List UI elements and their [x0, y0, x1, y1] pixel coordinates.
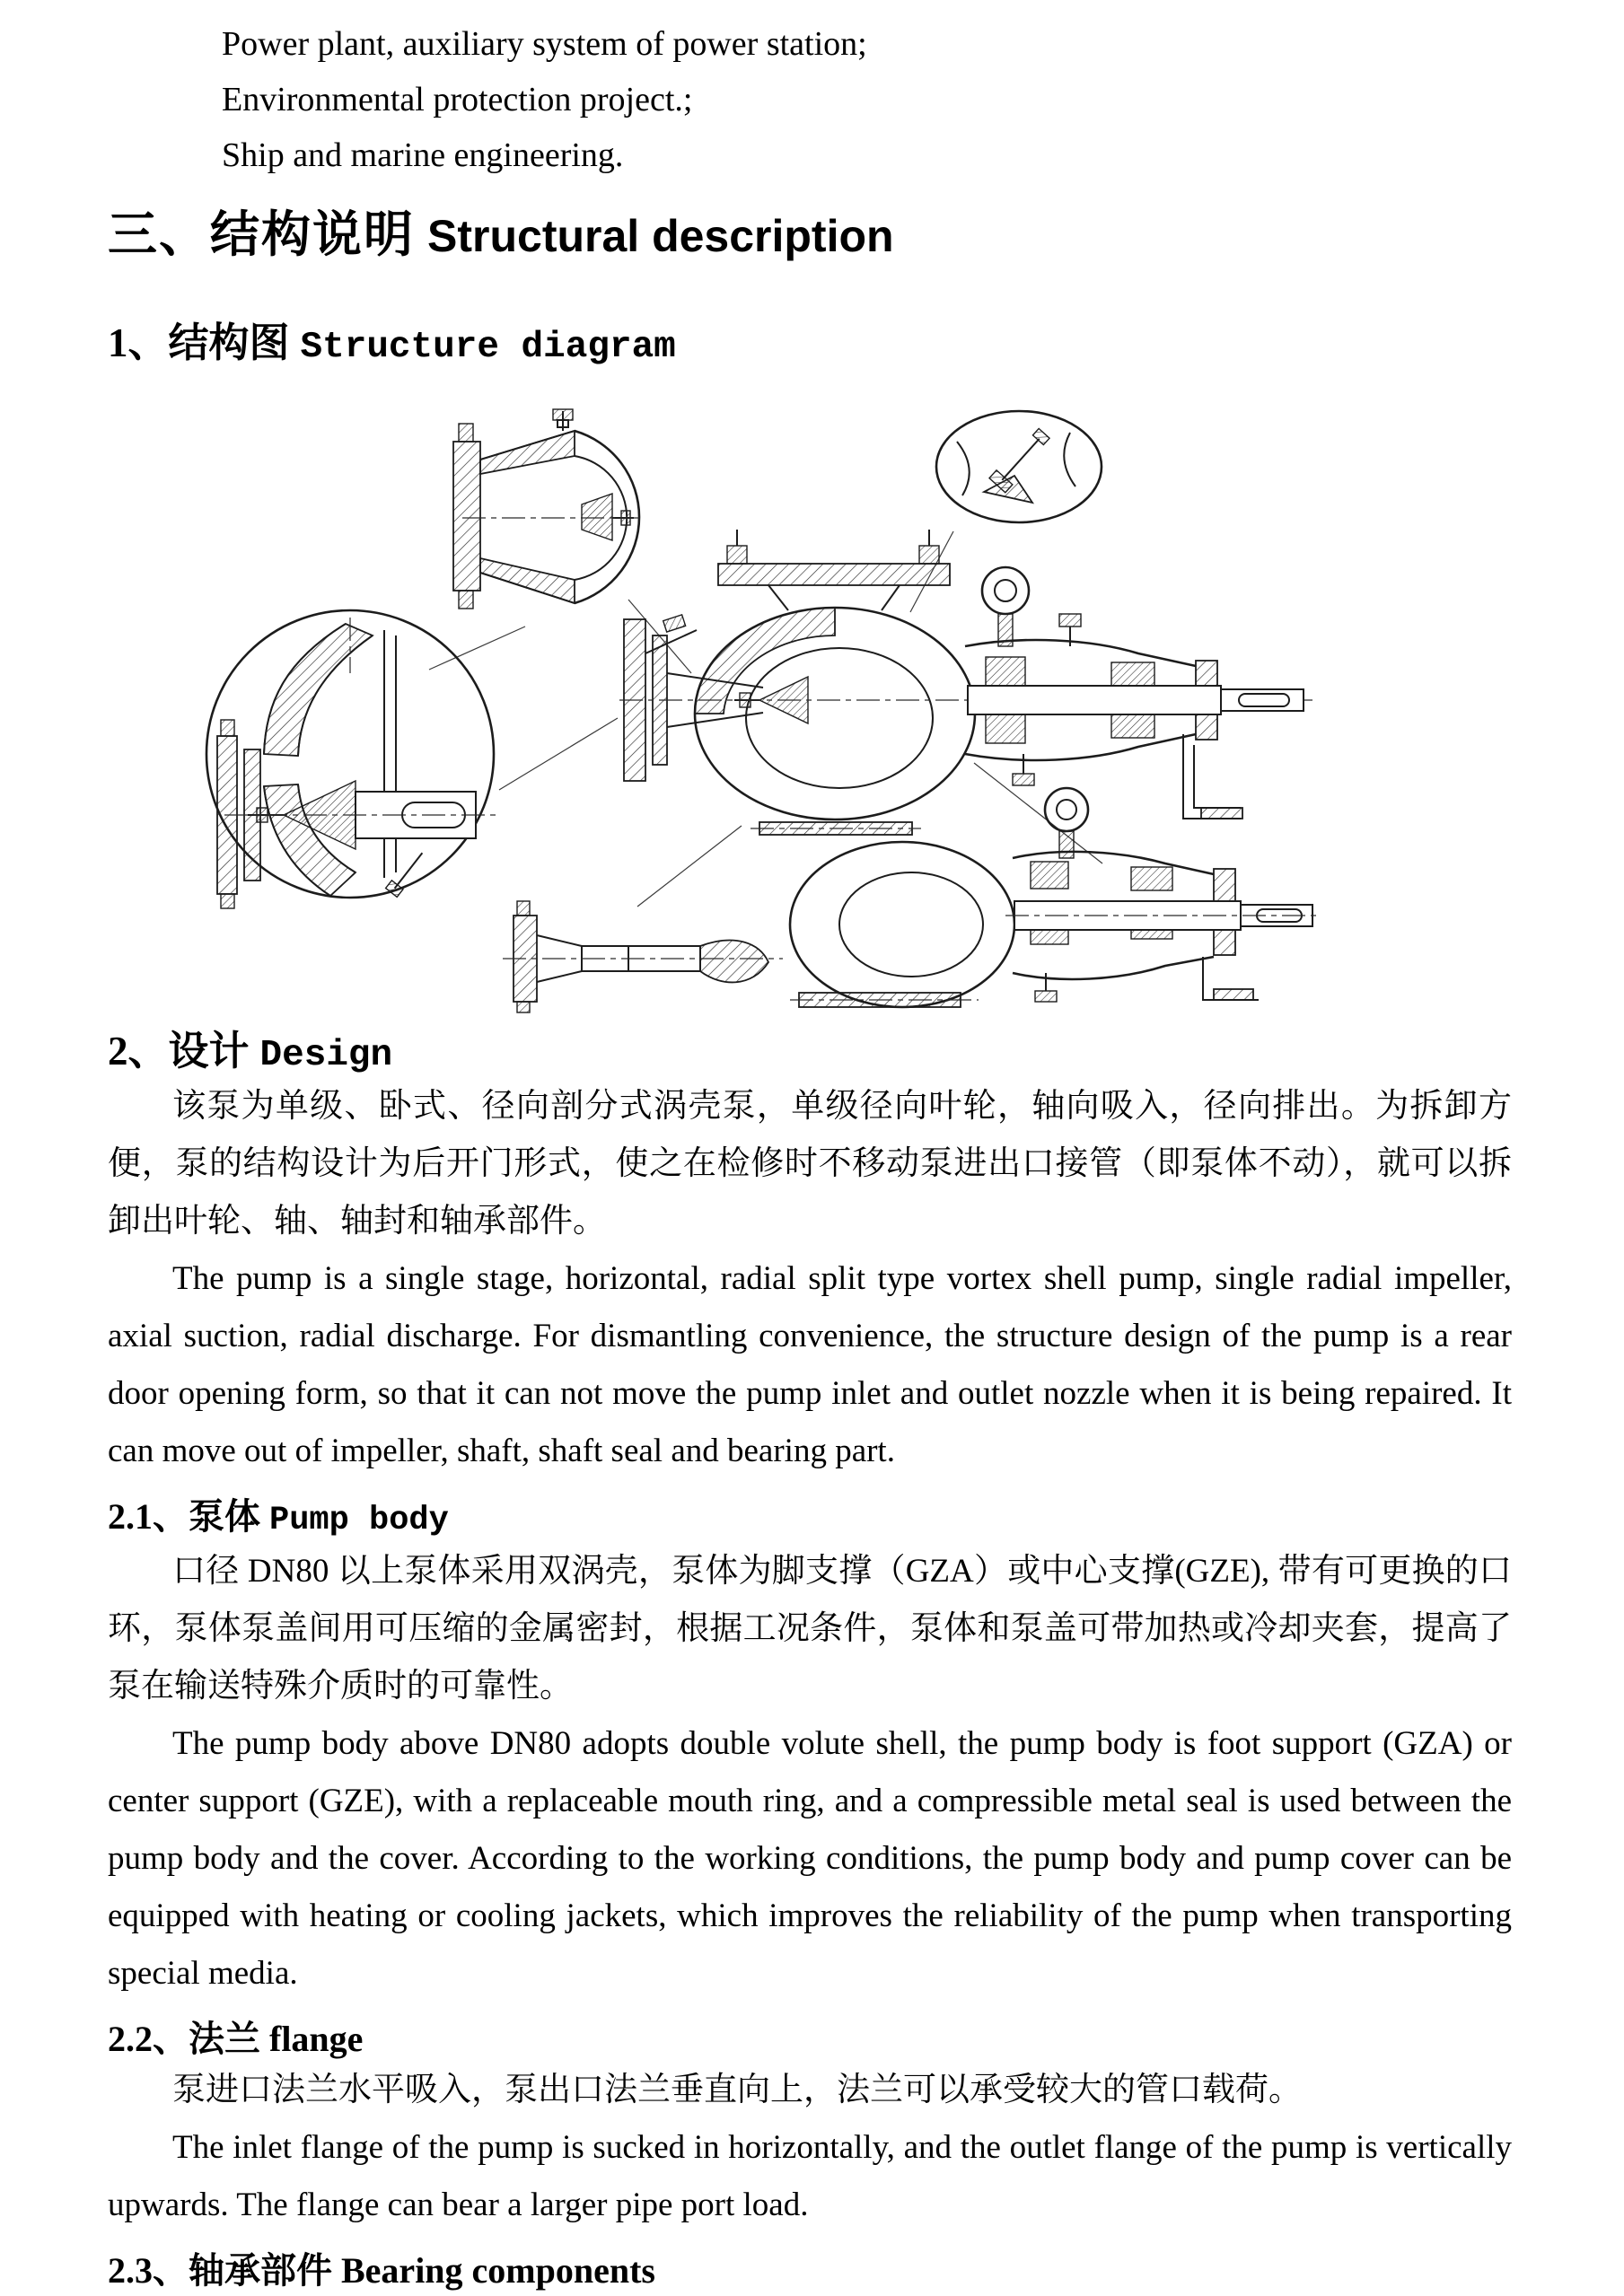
pump-structure-diagram — [0, 404, 1624, 1014]
bearing-assembly-lower — [790, 788, 1320, 1007]
application-list — [222, 16, 1512, 183]
flange-paragraph-en: The inlet flange of the pump is sucked in horizontally, and the outlet flange of the pump is vertically upwards. The flange can bear a larger pipe port load. — [108, 2129, 1512, 2223]
section-pump-body-heading — [108, 1494, 1512, 1543]
section-structure-diagram-zh: 1、结构图 — [108, 320, 290, 365]
section-structure-diagram-heading — [108, 320, 1512, 370]
intro-line-ship: Ship and marine engineering. — [222, 136, 624, 174]
section-design-en: Design — [259, 1035, 393, 1076]
intro-line-environmental: Environmental protection project.; — [222, 81, 693, 118]
section-structure-diagram-en: Structure diagram — [300, 327, 676, 368]
section-bearing-zh: 2.3、轴承部件 — [108, 2250, 332, 2291]
chapter-heading-zh: 三、结构说明 — [108, 206, 416, 262]
section-bearing-heading — [108, 2248, 1512, 2293]
section-design-heading — [108, 1029, 1512, 1078]
detail-circle-seal — [936, 411, 1102, 522]
design-paragraph-zh: 该泵为单级、卧式、径向剖分式涡壳泵，单级径向叶轮，轴向吸入，径向排出。为拆卸方便，泵的结构设计为后开门形式，使之在检修时不移动泵进出口接管（即泵体不动），就可以拆卸出叶轮、轴、轴封和轴承部件。 — [108, 1088, 1512, 1240]
pump-body-paragraph-en: The pump body above DN80 adopts double volute shell, the pump body is foot support (GZA) or center support (GZE), with a replaceable mouth ring, and a compressible metal seal is used between the pump body and the cover. According to the working conditions, the pump body and pump cover can be equipped with heating or cooling jackets, which improves the reliability of the pump when transporting special media. — [108, 1725, 1512, 1992]
section-bearing-en: Bearing components — [341, 2250, 655, 2291]
intro-line-power-plant: Power plant, auxiliary system of power station; — [222, 25, 867, 63]
section-design-zh: 2、设计 — [108, 1029, 250, 1074]
section-flange-heading — [108, 2017, 1512, 2062]
section-pump-body-zh: 2.1、泵体 — [108, 1496, 260, 1537]
part-shaft-impeller — [503, 901, 783, 1012]
section-flange-en: flange — [269, 2019, 364, 2059]
flange-paragraph-zh: 泵进口法兰水平吸入，泵出口法兰垂直向上，法兰可以承受较大的管口载荷。 — [172, 2072, 1302, 2108]
section-pump-body-en: Pump body — [269, 1502, 449, 1539]
design-paragraph-en: The pump is a single stage, horizontal, radial split type vortex shell pump, single radial impeller, axial suction, radial discharge. For dismantling convenience, the structure design of the pump is a rear door opening form, so that it can not move the pump inlet and outlet nozzle when it is being repaired. It can move out of impeller, shaft, shaft seal and bearing part. — [108, 1260, 1512, 1469]
bearing-assembly-upper — [965, 567, 1304, 819]
section-flange-zh: 2.2、法兰 — [108, 2019, 260, 2059]
chapter-heading — [108, 206, 1512, 276]
chapter-heading-en: Structural description — [427, 211, 894, 261]
part-suction-flange — [453, 409, 639, 609]
detail-circle-impeller — [206, 610, 499, 908]
pump-structure-diagram-svg — [0, 404, 1624, 1014]
pump-body-paragraph-zh: 口径 DN80 以上泵体采用双涡壳，泵体为脚支撑（GZA）或中心支撑(GZE), 带有可更换的口环，泵体泵盖间用可压缩的金属密封，根据工况条件，泵体和泵盖可带加热或冷却夹套，提高了泵在输送特殊介质时的可靠性。 — [108, 1553, 1512, 1704]
